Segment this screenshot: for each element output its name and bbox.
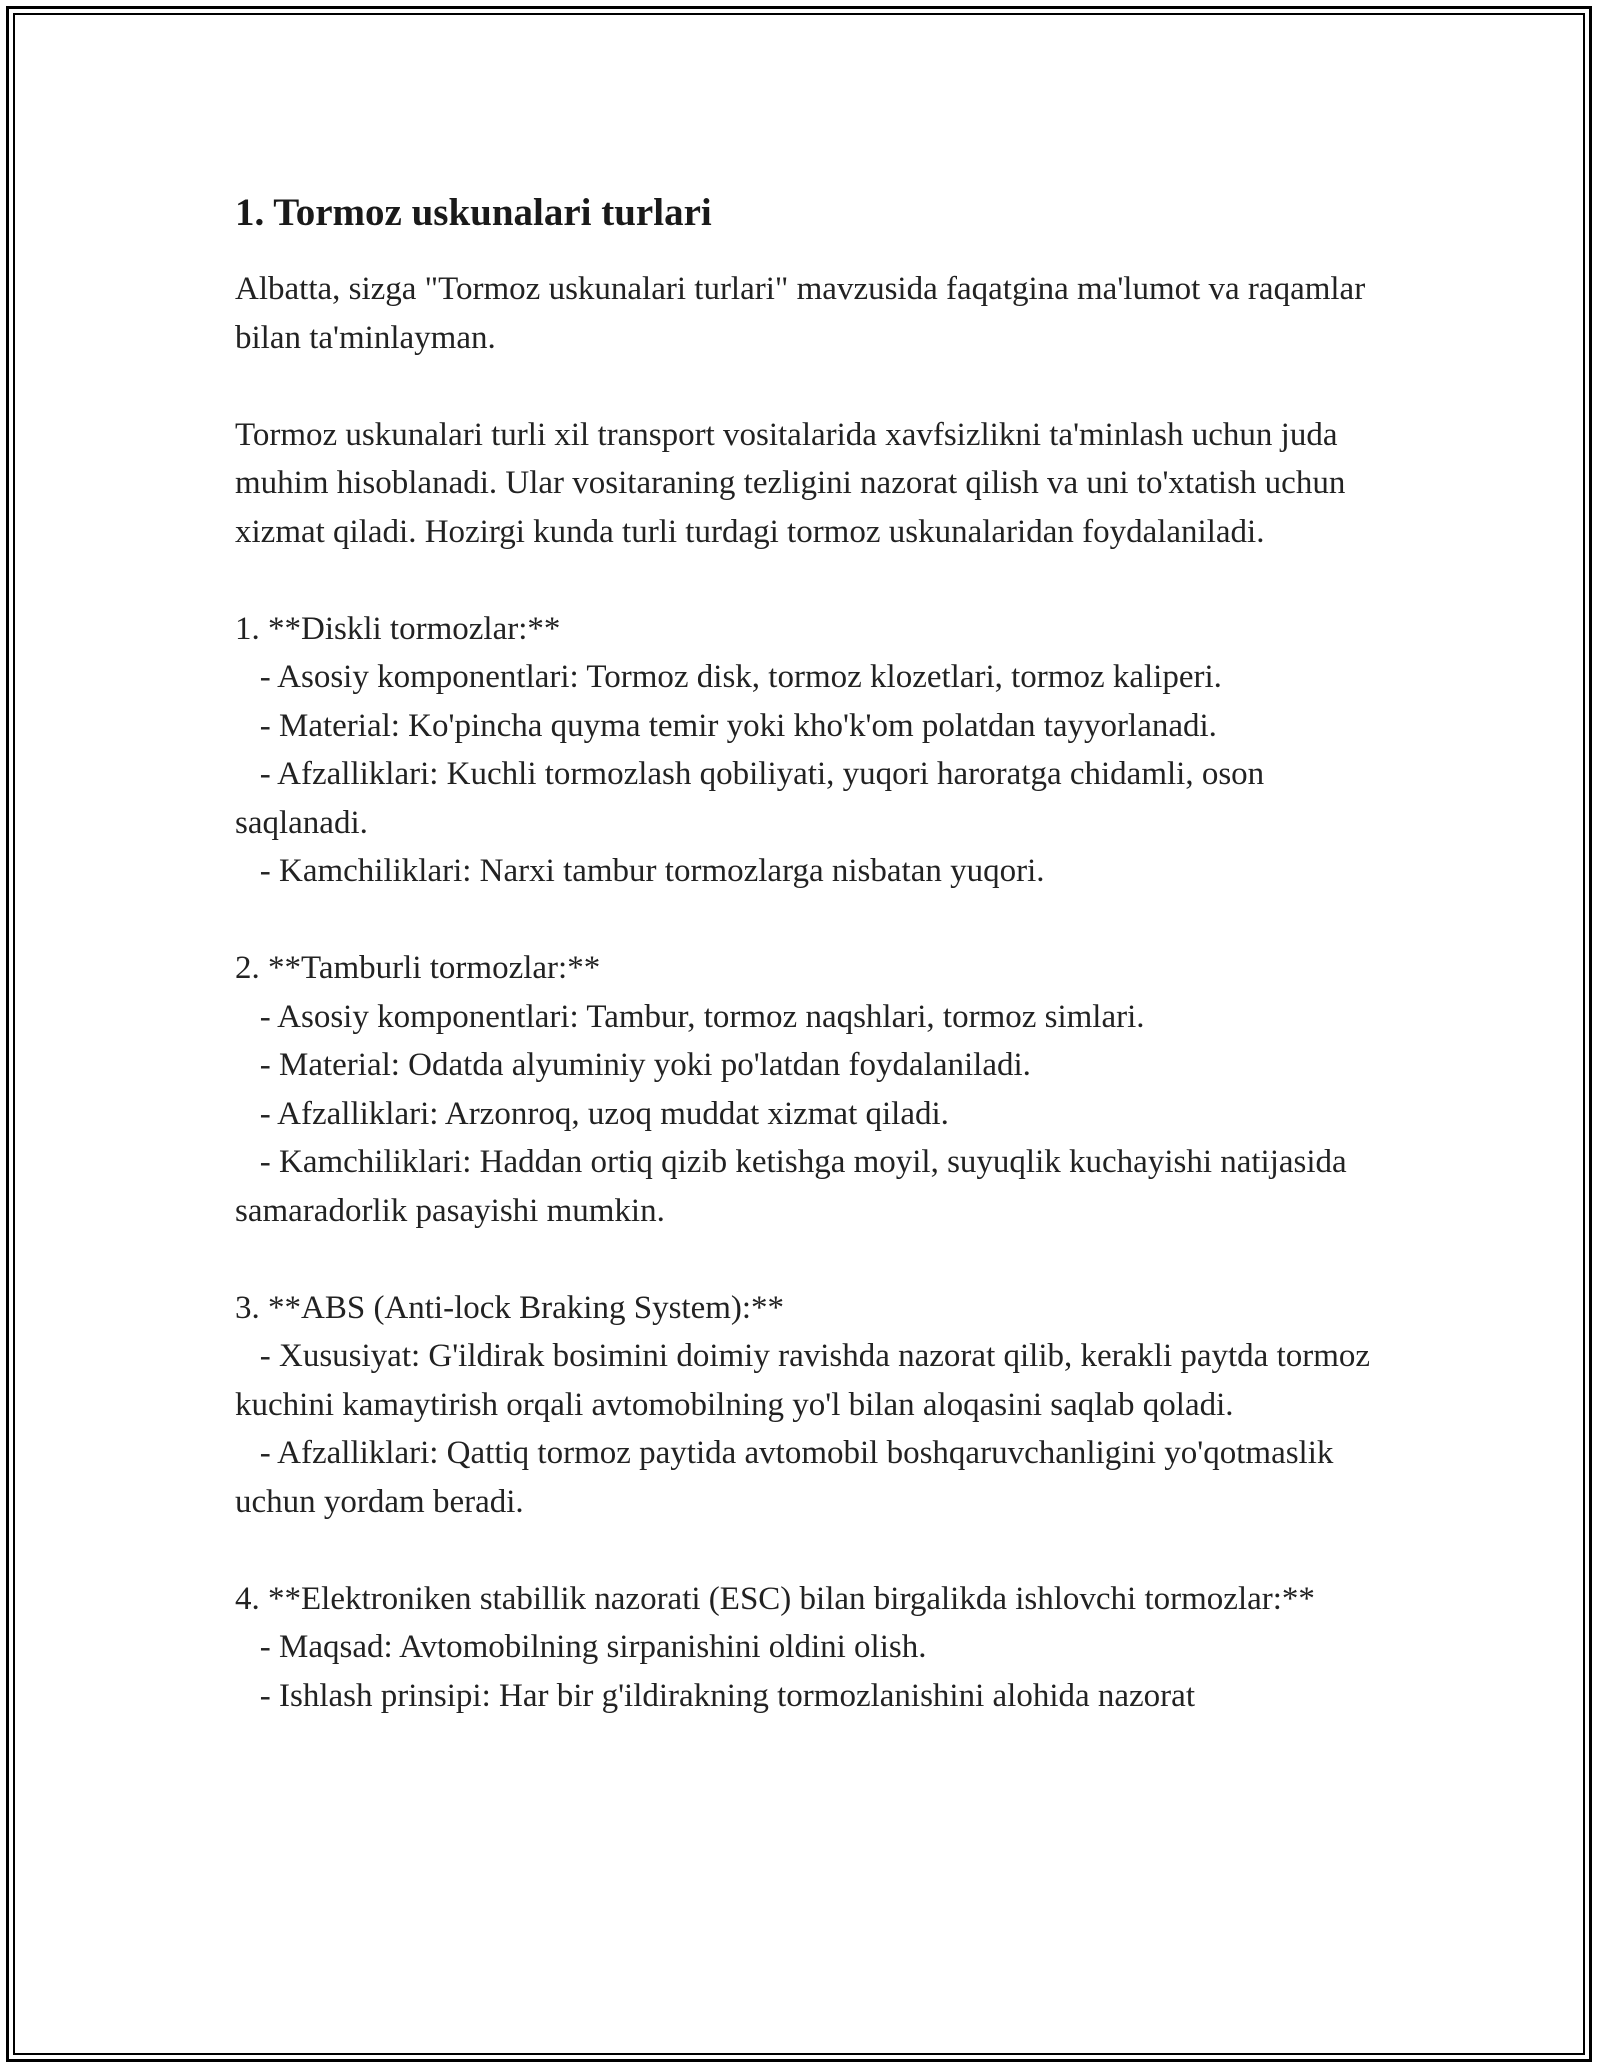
section-esc: 4. **Elektroniken stabillik nazorati (ESC) bilan birgalikda ishlovchi tormozlar:** - Maqsad: Avtomobilning sirpanishini oldini olish. - Ishlash prinsipi: Har bir g'ildirakning tormozlanishini alohida nazorat xyxy=(235,1580,1315,1714)
section-disc-brakes: 1. **Diskli tormozlar:** - Asosiy komponentlari: Tormoz disk, tormoz klozetlari, tormoz kaliperi. - Material: Ko'pincha quyma temir yoki kho'k'om polatdan tayyorlanadi. - Afzalliklari: Kuchli tormozlash qobiliyati, yuqori haroratga chidamli, oson saqlanadi. - Kamchiliklari: Narxi tambur tormozlarga nisbatan yuqori. xyxy=(235,610,1265,889)
section-abs: 3. **ABS (Anti-lock Braking System):** - Xususiyat: G'ildirak bosimini doimiy ravishda nazorat qilib, kerakli paytda tormoz kuchini kamaytirish orqali avtomobilning yo'l bilan aloqasini saqlab qoladi. - Afzalliklari: Qattiq tormoz paytida avtomobil boshqaruvchanligini yo'qotmaslik uchun yordam beradi. xyxy=(235,1289,1371,1520)
paragraph-gap xyxy=(235,896,1385,945)
document-title: 1. Tormoz uskunalari turlari xyxy=(235,191,712,234)
paragraph-gap xyxy=(235,556,1385,605)
section-drum-brakes: 2. **Tamburli tormozlar:** - Asosiy komponentlari: Tambur, tormoz naqshlari, tormoz simlari. - Material: Odatda alyuminiy yoki po'latdan foydalaniladi. - Afzalliklari: Arzonroq, uzoq muddat xizmat qiladi. - Kamchiliklari: Haddan ortiq qizib ketishga moyil, suyuqlik kuchayishi natijasida samaradorlik pasayishi mumkin. xyxy=(235,950,1347,1229)
paragraph-gap xyxy=(235,1526,1385,1575)
paragraph-gap xyxy=(235,362,1385,411)
intro-paragraph: Albatta, sizga "Tormoz uskunalari turlari" mavzusida faqatgina ma'lumot va raqamlar bilan ta'minlayman. xyxy=(235,271,1374,356)
overview-paragraph: Tormoz uskunalari turli xil transport vositalarida xavfsizlikni ta'minlash uchun juda muhim hisoblanadi. Ular vositaraning tezligini nazorat qilish va uni to'xtatish uchun xizmat qiladi. Hozirgi kunda turli turdagi tormoz uskunalaridan foydalaniladi. xyxy=(235,416,1354,550)
document-body xyxy=(235,183,1385,1720)
paragraph-gap xyxy=(235,1235,1385,1284)
